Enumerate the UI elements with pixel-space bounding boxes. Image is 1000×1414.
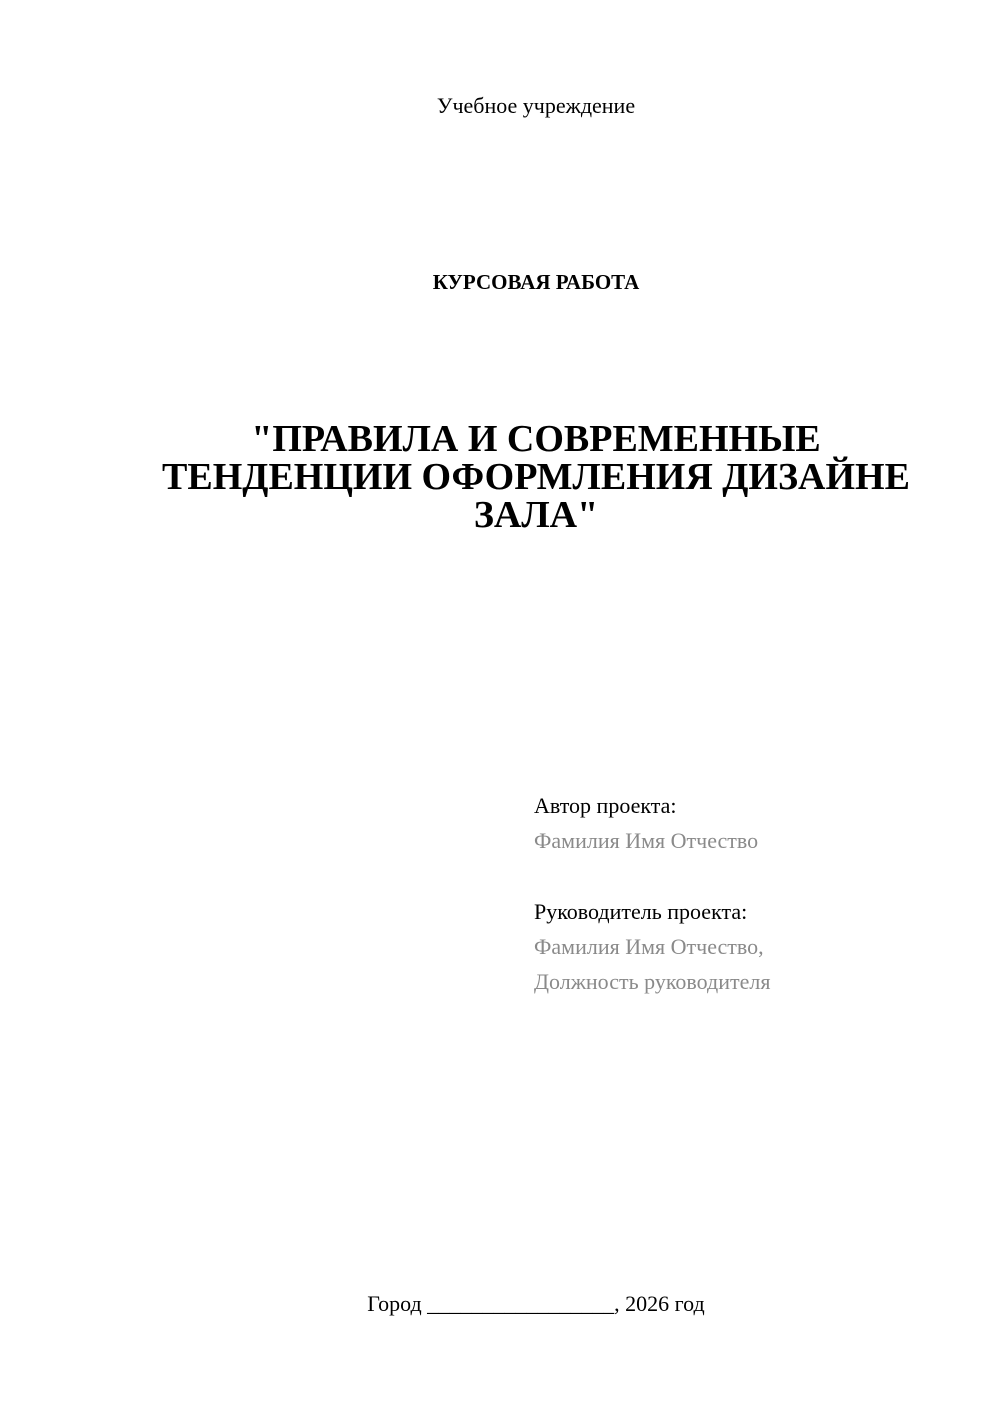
city-year-line: Город _________________, 2026 год — [367, 1291, 705, 1316]
author-name: Фамилия Имя Отчество — [534, 828, 759, 853]
author-label: Автор проекта: — [534, 793, 677, 818]
supervisor-label: Руководитель проекта: — [534, 899, 748, 924]
credits-spacer — [534, 858, 974, 894]
institution-name: Учебное учреждение — [436, 93, 636, 118]
work-title: "ПРАВИЛА И СОВРЕМЕННЫЕ ТЕНДЕНЦИИ ОФОРМЛЕНИЯ ДИЗАЙНЕ ЗАЛА" — [162, 418, 910, 536]
document-type: КУРСОВАЯ РАБОТА — [432, 270, 640, 294]
supervisor-name: Фамилия Имя Отчество, — [534, 934, 764, 959]
supervisor-position: Должность руководителя — [534, 969, 771, 994]
credits-block — [534, 788, 974, 999]
